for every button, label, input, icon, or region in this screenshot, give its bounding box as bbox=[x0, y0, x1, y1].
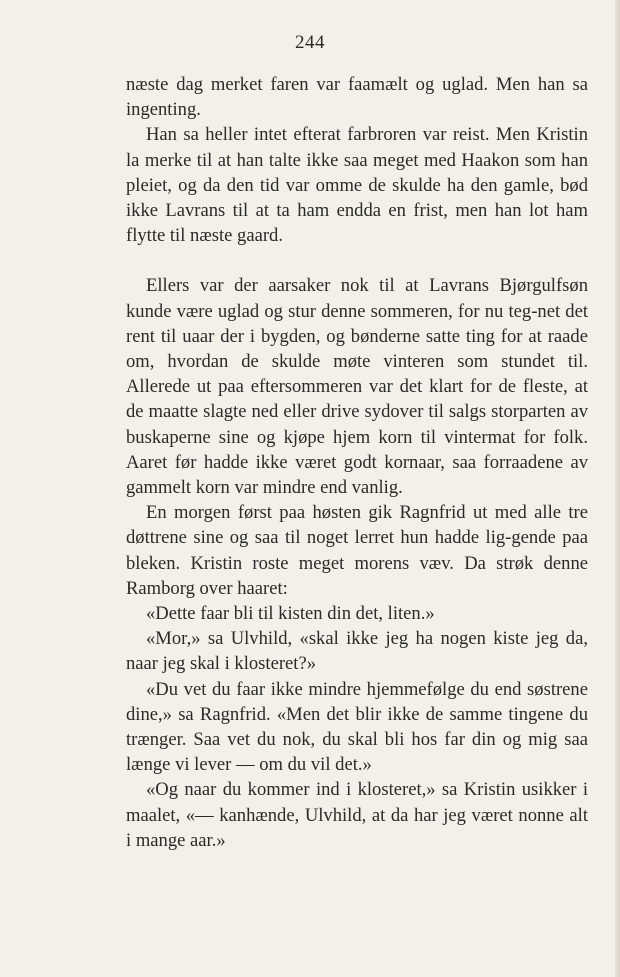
paragraph-6: «Mor,» sa Ulvhild, «skal ikke jeg ha nogen kiste jeg da, naar jeg skal i klosteret?» bbox=[126, 628, 588, 675]
body-text bbox=[126, 72, 588, 853]
paragraph-5: «Dette faar bli til kisten din det, liten.» bbox=[146, 603, 435, 625]
page-number: 244 bbox=[295, 32, 325, 53]
paragraph-7: «Du vet du faar ikke mindre hjemmefølge du end søstrene dine,» sa Ragnfrid. «Men det blir ikke de samme tingene du trænger. Saa vet du nok, du skal bli hos far din og mig saa længe vi lever — om du vil det.» bbox=[126, 678, 588, 776]
paragraph-4: En morgen først paa høsten gik Ragnfrid ut med alle tre døttrene sine og saa til noget lerret hun hadde lig-gende paa bleken. Kristin roste meget morens væv. Da strøk denne Ramborg over haaret: bbox=[126, 502, 588, 599]
page-edge bbox=[615, 0, 620, 977]
paragraph-1: næste dag merket faren var faamælt og uglad. Men han sa ingenting. bbox=[126, 74, 588, 121]
paragraph-2: Han sa heller intet efterat farbroren var reist. Men Kristin la merke til at han talte ikke saa meget med Haakon som han pleiet, og da den tid var omme de skulde ha den gamle, bød ikke Lavrans til at ta ham endda en frist, men han lot ham flytte til næste gaard. bbox=[126, 124, 588, 247]
paragraph-8: «Og naar du kommer ind i klosteret,» sa Kristin usikker i maalet, «— kanhænde, Ulvhild, at da har jeg været nonne alt i mange aar.» bbox=[126, 779, 588, 851]
paragraph-3: Ellers var der aarsaker nok til at Lavrans Bjørgulfsøn kunde være uglad og stur denne sommeren, for nu teg-net det rent til uaar der i bygden, og bønderne satte ting for at raade om, hvordan de skulde møte vinteren som stundet til. Allerede ut paa eftersommeren var det klart for de fleste, at de maatte slagte ned eller drive sydover til salgs storparten av buskaperne sine og kjøpe hjem korn til vintermat for folk. Aaret før hadde ikke været godt kornaar, saa forraadene av gammelt korn var mindre end vanlig. bbox=[126, 275, 588, 499]
